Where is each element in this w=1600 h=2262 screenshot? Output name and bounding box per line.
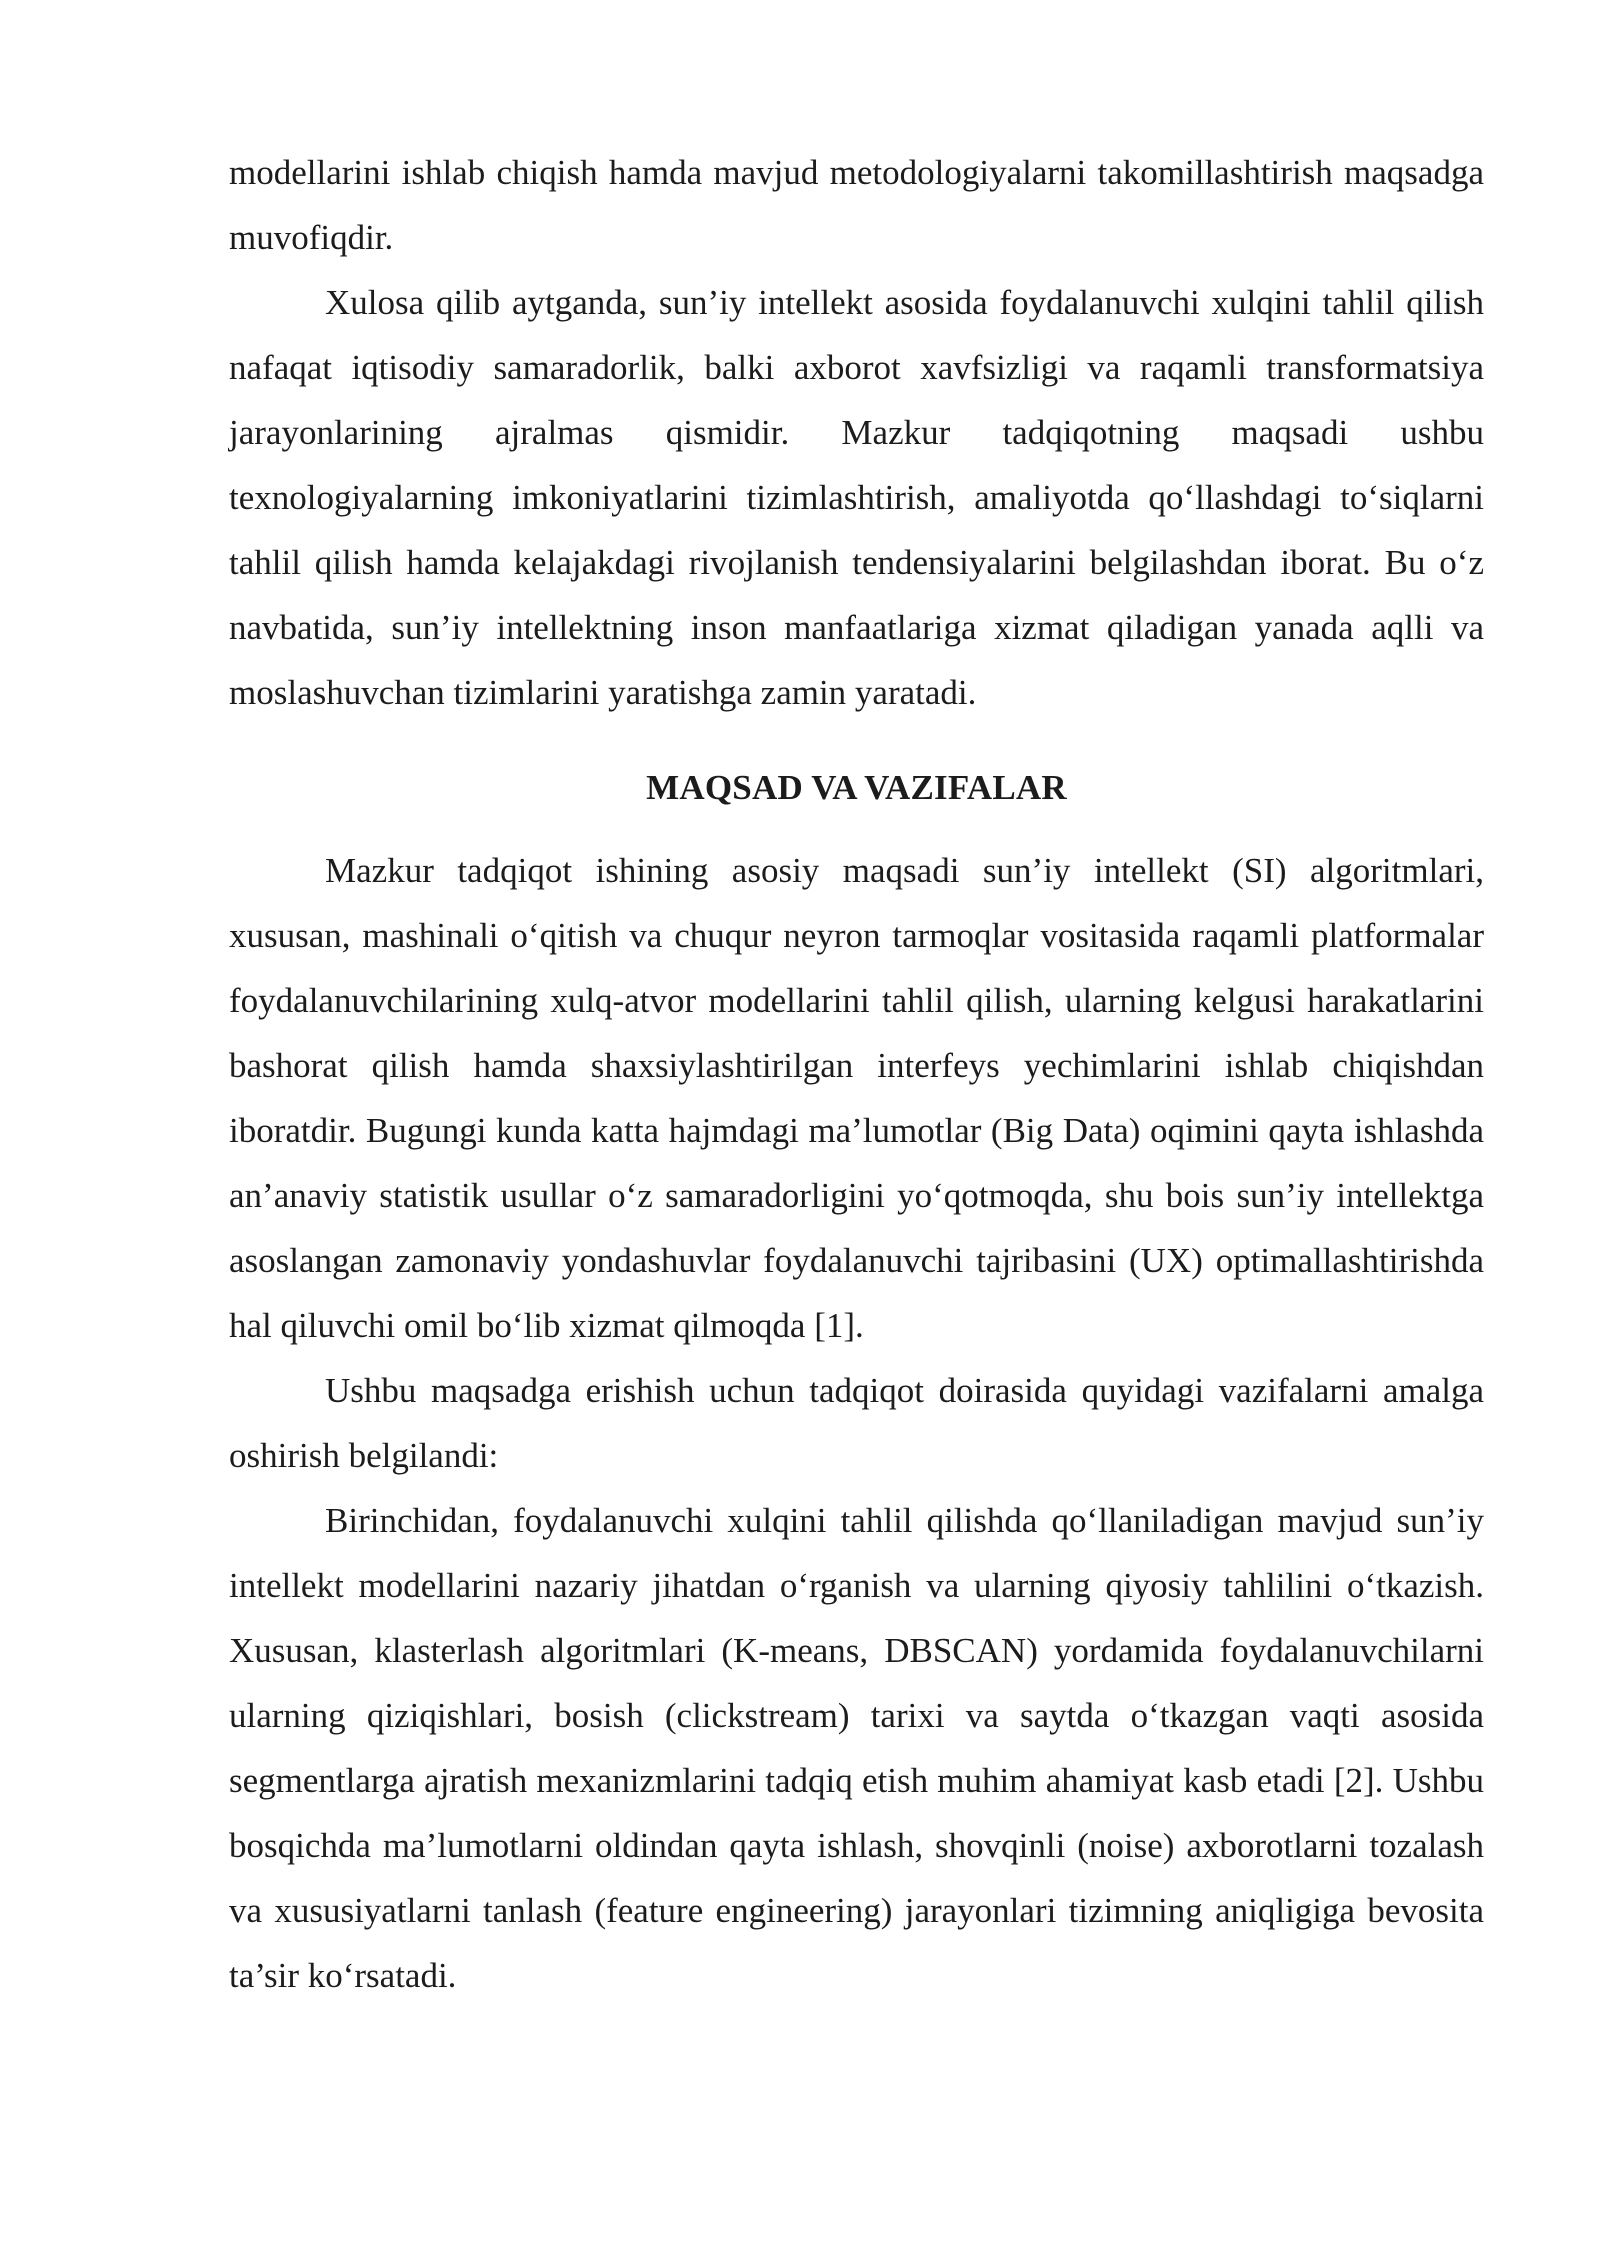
paragraph-goal: Mazkur tadqiqot ishining asosiy maqsadi sun’iy intellekt (SI) algoritmlari, xususan, mashinali o‘qitish va chuqur neyron tarmoqlar vositasida raqamli platformalar foydalanuvchilarining xulq-atvor modellarini tahlil qilish, ularning kelgusi harakatlarini bashorat qilish hamda shaxsiylashtirilgan interfeys yechimlarini ishlab chiqishdan iboratdir. Bugungi kunda katta hajmdagi ma’lumotlar (Big Data) oqimini qayta ishlashda an’anaviy statistik usullar o‘z samaradorligini yo‘qotmoqda, shu bois sun’iy intellektga asoslangan zamonaviy yondashuvlar foydalanuvchi tajribasini (UX) optimallashtirishda hal qiluvchi omil bo‘lib xizmat qilmoqda [1]. — [229, 851, 1484, 1345]
section-heading: MAQSAD VA VAZIFALAR — [646, 768, 1067, 807]
paragraph-first-task: Birinchidan, foydalanuvchi xulqini tahlil qilishda qo‘llaniladigan mavjud sun’iy intellekt modellarini nazariy jihatdan o‘rganish va ularning qiyosiy tahlilini o‘tkazish. Xususan, klasterlash algoritmlari (K-means, DBSCAN) yordamida foydalanuvchilarni ularning qiziqishlari, bosish (clickstream) tarixi va saytda o‘tkazgan vaqti asosida segmentlarga ajratish mexanizmlarini tadqiq etish muhim ahamiyat kasb etadi [2]. Ushbu bosqichda ma’lumotlarni oldindan qayta ishlash, shovqinli (noise) axborotlarni tozalash va xususiyatlarni tanlash (feature engineering) jarayonlari tizimning aniqligiga bevosita ta’sir ko‘rsatadi. — [229, 1501, 1484, 1995]
paragraph-conclusion: Xulosa qilib aytganda, sun’iy intellekt asosida foydalanuvchi xulqini tahlil qilish nafaqat iqtisodiy samaradorlik, balki axborot xavfsizligi va raqamli transformatsiya jarayonlarining ajralmas qismidir. Mazkur tadqiqotning maqsadi ushbu texnologiyalarning imkoniyatlarini tizimlashtirish, amaliyotda qo‘llashdagi to‘siqlarni tahlil qilish hamda kelajakdagi rivojlanish tendensiyalarini belgilashdan iborat. Bu o‘z navbatida, sun’iy intellektning inson manfaatlariga xizmat qiladigan yanada aqlli va moslashuvchan tizimlarini yaratishga zamin yaratadi. — [229, 283, 1484, 712]
paragraph-continuation: modellarini ishlab chiqish hamda mavjud metodologiyalarni takomillashtirish maqsadga muvofiqdir. — [229, 153, 1484, 257]
paragraph-tasks-intro: Ushbu maqsadga erishish uchun tadqiqot doirasida quyidagi vazifalarni amalga oshirish belgilandi: — [229, 1371, 1484, 1475]
document-page — [229, 140, 1484, 2008]
